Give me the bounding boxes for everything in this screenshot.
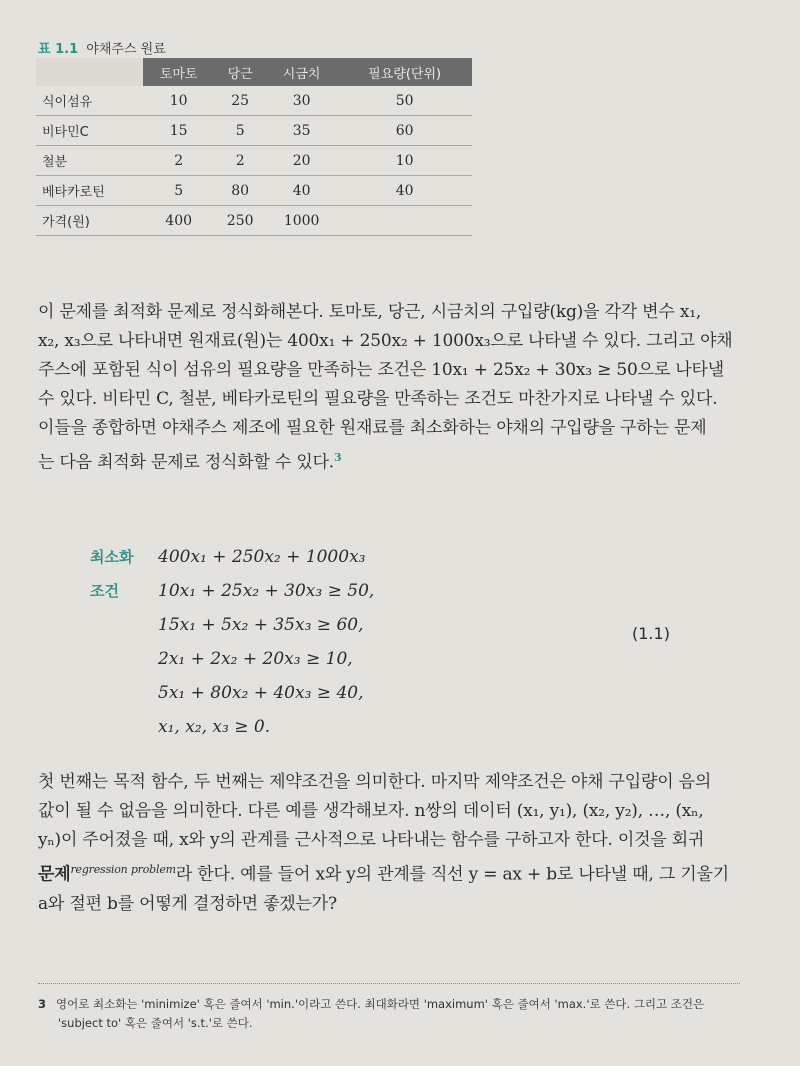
- footnote-line: 'subject to' 혹은 줄여서 's.t.'로 쓴다.: [58, 1016, 253, 1030]
- table-cell: 15: [143, 116, 214, 146]
- table-cell: 400: [143, 206, 214, 236]
- table-caption: [38, 38, 166, 57]
- constraint-expression: 15x₁ + 5x₂ + 35x₃ ≥ 60,: [158, 615, 364, 635]
- footnote-text: 영어로 최소화는 'minimize' 혹은 줄여서 'min.'이라고 쓴다. 최대화라면 'maximum' 혹은 줄여서 'max.'로 쓴다. 그리고 조건은: [56, 997, 705, 1011]
- text-segment: 라 한다. 예를 들어 x와 y의 관계를 직선 y = ax + b로 나타낼 때, 그 기울기: [175, 864, 729, 885]
- text-line: [38, 855, 738, 890]
- text-line: 수 있다. 비타민 C, 철분, 베타카로틴의 필요량을 만족하는 조건도 마찬가지로 나타낼 수 있다.: [38, 389, 718, 409]
- table-row: [36, 116, 472, 146]
- objective-expression: 400x₁ + 250x₂ + 1000x₃: [158, 547, 366, 567]
- footnote-reference[interactable]: 3: [333, 451, 342, 464]
- constraint-row: [90, 642, 690, 676]
- paragraph-intro: [38, 298, 738, 478]
- text-line: yₙ)이 주어졌을 때, x와 y의 관계를 근사적으로 나타내는 함수를 구하고자 한다. 이것을 회귀: [38, 830, 705, 850]
- constraint-label: 조건: [90, 582, 119, 600]
- table-cell: 40: [337, 176, 472, 206]
- table-cell: 2: [143, 146, 214, 176]
- footnote-divider: [38, 983, 740, 984]
- text-line: 주스에 포함된 식이 섬유의 필요량을 만족하는 조건은 10x₁ + 25x₂ + 30x₃ ≥ 50으로 나타낼: [38, 360, 724, 380]
- table-cell: 5: [143, 176, 214, 206]
- table-cell: 60: [337, 116, 472, 146]
- table-corner: [36, 58, 143, 86]
- table-cell: 50: [337, 86, 472, 116]
- constraint-expression: 10x₁ + 25x₂ + 30x₃ ≥ 50,: [158, 581, 375, 601]
- text-line: 이 문제를 최적화 문제로 정식화해본다. 토마토, 당근, 시금치의 구입량(kg)을 각각 변수 x₁,: [38, 302, 702, 322]
- column-header: 시금치: [266, 58, 337, 86]
- objective-row: [90, 540, 690, 574]
- table-cell: 5: [214, 116, 266, 146]
- text-line: [38, 443, 738, 478]
- text-line: x₂, x₃으로 나타내면 원재료(원)는 400x₁ + 250x₂ + 1000x₃으로 나타낼 수 있다. 그리고 야채: [38, 331, 733, 351]
- table-cell: [337, 206, 472, 236]
- constraint-row: [90, 710, 690, 744]
- table-header-row: [36, 58, 472, 86]
- table-cell: 250: [214, 206, 266, 236]
- optimization-problem: [90, 540, 690, 744]
- term-bold: 문제: [38, 864, 71, 885]
- table-cell: 35: [266, 116, 337, 146]
- constraint-expression: 5x₁ + 80x₂ + 40x₃ ≥ 40,: [158, 683, 364, 703]
- footnote: [38, 995, 740, 1033]
- table-cell: 30: [266, 86, 337, 116]
- footnote-number: 3: [38, 997, 47, 1011]
- column-header: 당근: [214, 58, 266, 86]
- footnote-line: [38, 995, 740, 1014]
- row-label: 식이섬유: [36, 86, 143, 116]
- constraint-row: [90, 574, 690, 608]
- table-cell: 80: [214, 176, 266, 206]
- table-row: [36, 176, 472, 206]
- text-line: 이들을 종합하면 야채주스 제조에 필요한 원재료를 최소화하는 야채의 구입량을 구하는 문제: [38, 418, 707, 438]
- constraint-row: [90, 676, 690, 710]
- minimize-label: 최소화: [90, 548, 134, 566]
- row-label: 베타카로틴: [36, 176, 143, 206]
- text-line: 값이 될 수 없음을 의미한다. 다른 예를 생각해보자. n쌍의 데이터 (x₁, y₁), (x₂, y₂), …, (xₙ,: [38, 801, 704, 821]
- table-row: [36, 206, 472, 236]
- table-row: [36, 146, 472, 176]
- text-line: 첫 번째는 목적 함수, 두 번째는 제약조건을 의미한다. 마지막 제약조건은 야채 구입량이 음의: [38, 772, 712, 792]
- table-number: 표 1.1: [38, 42, 79, 57]
- text-segment: 는 다음 최적화 문제로 정식화할 수 있다.: [38, 452, 334, 473]
- table-row: [36, 86, 472, 116]
- row-label: 비타민C: [36, 116, 143, 146]
- row-label: 철분: [36, 146, 143, 176]
- ingredient-table: [36, 58, 472, 236]
- column-header: 필요량(단위): [337, 58, 472, 86]
- table-cell: 10: [337, 146, 472, 176]
- table-cell: 20: [266, 146, 337, 176]
- column-header: 토마토: [143, 58, 214, 86]
- paragraph-regression: [38, 768, 738, 919]
- constraint-row: [90, 608, 690, 642]
- table-cell: 2: [214, 146, 266, 176]
- constraint-expression: x₁, x₂, x₃ ≥ 0.: [158, 717, 271, 737]
- table-cell: 25: [214, 86, 266, 116]
- constraint-expression: 2x₁ + 2x₂ + 20x₃ ≥ 10,: [158, 649, 353, 669]
- table-cell: 10: [143, 86, 214, 116]
- table-title: 야채주스 원료: [86, 42, 166, 57]
- term-english: regression problem: [70, 863, 176, 876]
- row-label: 가격(원): [36, 206, 143, 236]
- table-cell: 1000: [266, 206, 337, 236]
- text-line: a와 절편 b를 어떻게 결정하면 좋겠는가?: [38, 893, 337, 914]
- equation-number: (1.1): [632, 624, 670, 643]
- table-cell: 40: [266, 176, 337, 206]
